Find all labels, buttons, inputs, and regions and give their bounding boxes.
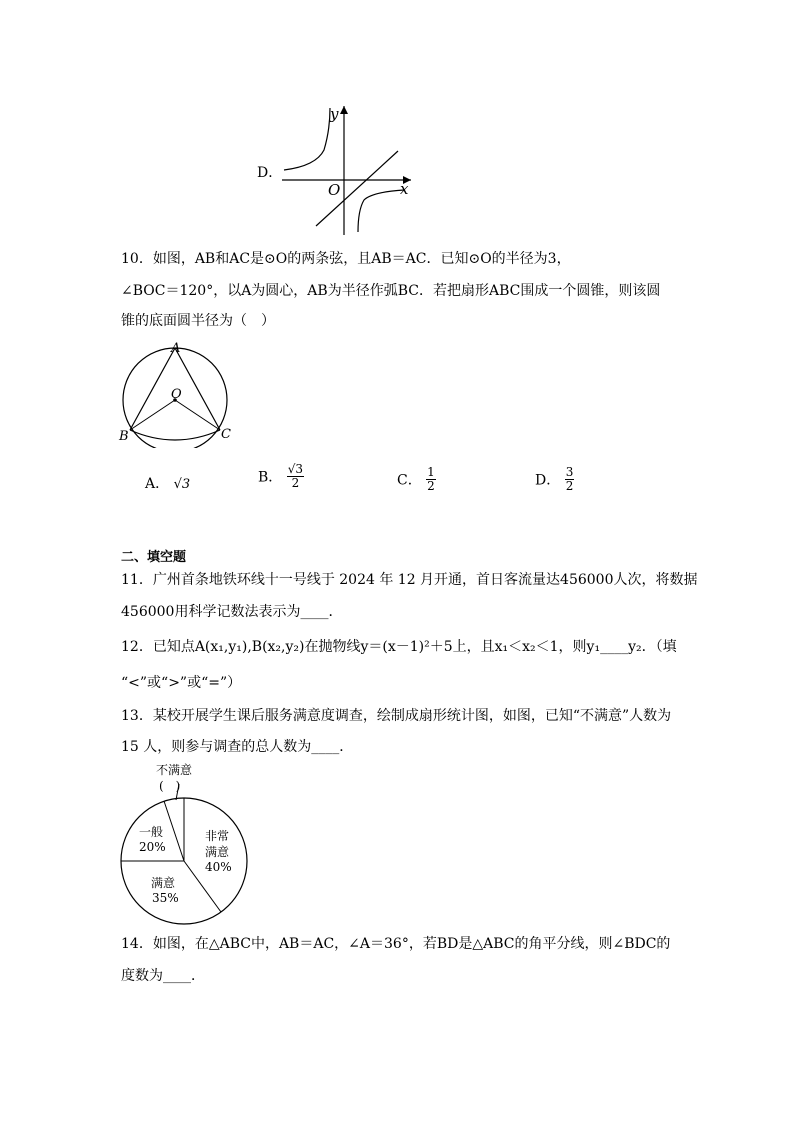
x-axis-label: x <box>400 180 409 198</box>
arc-bc <box>130 430 220 440</box>
q14-line-2: 度数为____． <box>121 968 205 984</box>
option-d-fraction <box>565 466 575 493</box>
option-c-fraction <box>426 466 436 493</box>
very-satisfied-pct: 40% <box>205 860 232 874</box>
option-d-numerator: 3 <box>565 465 574 479</box>
label-b: B <box>119 429 129 444</box>
unsatisfied-label: 不满意 <box>156 763 193 777</box>
option-d-label: D． <box>535 472 561 489</box>
q10-line-1: 10．如图，AB和AC是⊙O的两条弦，且AB＝AC．已知⊙O的半径为3， <box>121 251 571 267</box>
q10-line-3: 锥的底面圆半径为（ ） <box>121 313 275 329</box>
y-axis-arrow-icon <box>340 106 348 114</box>
label-a: A <box>171 341 181 356</box>
radius-oc <box>175 400 220 430</box>
option-a-label: A． <box>145 476 170 492</box>
option-d-denominator: 2 <box>565 479 574 493</box>
option-b-numerator: √3 <box>287 462 304 476</box>
label-c: C <box>221 427 231 442</box>
general-label: 一般 <box>139 825 164 839</box>
option-a-value: √3 <box>173 477 191 492</box>
radius-ob <box>130 400 175 430</box>
q10-option-d[interactable] <box>535 466 574 493</box>
q10-option-b[interactable] <box>258 463 304 490</box>
option-b-fraction <box>287 463 304 490</box>
section-title: 二、填空题 <box>121 550 187 565</box>
option-b-denominator: 2 <box>291 476 300 490</box>
q10-option-c[interactable] <box>397 466 436 493</box>
q14-line-1: 14．如图，在△ABC中，AB＝AC，∠A＝36°，若BD是△ABC的角平分线，则∠BDC的 <box>121 936 671 952</box>
y-axis-label: y <box>330 105 339 123</box>
q9-option-d-graph <box>276 100 416 240</box>
q10-line-2: ∠BOC＝120°，以A为圆心，AB为半径作弧BC．若把扇形ABC围成一个圆锥，则该圆 <box>121 283 661 299</box>
very-satisfied-line-2: 满意 <box>205 845 230 859</box>
q10-figure <box>115 338 245 448</box>
satisfied-label: 满意 <box>151 876 176 890</box>
q12-line-2: “<”或“>”或“=”） <box>121 675 242 691</box>
q13-line-2: 15 人，则参与调查的总人数为____． <box>121 739 354 755</box>
general-pct: 20% <box>139 840 166 854</box>
satisfied-pct: 35% <box>152 891 179 905</box>
q11-line-2: 456000用科学记数法表示为____． <box>121 604 343 620</box>
origin-label: O <box>328 181 341 199</box>
q11-line-1: 11．广州首条地铁环线十一号线于 2024 年 12 月开通，首日客流量达456000人次，将数据 <box>121 572 698 588</box>
option-b-label: B． <box>258 469 283 486</box>
chord-ac <box>175 348 220 430</box>
option-c-denominator: 2 <box>427 479 435 493</box>
q13-pie-chart <box>115 760 255 930</box>
very-satisfied-line-1: 非常 <box>205 829 230 843</box>
q12-line-1: 12．已知点A(x₁,y₁),B(x₂,y₂)在抛物线y＝(x－1)²＋5上，且x₁＜x₂＜1，则y₁____y₂．（填 <box>121 639 677 655</box>
option-c-label: C． <box>397 472 422 489</box>
hyperbola-upper-branch <box>284 108 330 170</box>
option-c-numerator: 1 <box>427 465 435 479</box>
unsatisfied-value: ( ) <box>159 779 181 793</box>
label-o: O <box>171 387 182 402</box>
q10-option-a[interactable] <box>145 473 190 493</box>
chord-ab <box>130 348 175 430</box>
hyperbola-lower-branch <box>358 190 404 232</box>
q13-line-1: 13．某校开展学生课后服务满意度调查，绘制成扇形统计图，如图，已知“不满意”人数为 <box>121 708 672 724</box>
q9-option-d-label: D． <box>257 165 283 181</box>
